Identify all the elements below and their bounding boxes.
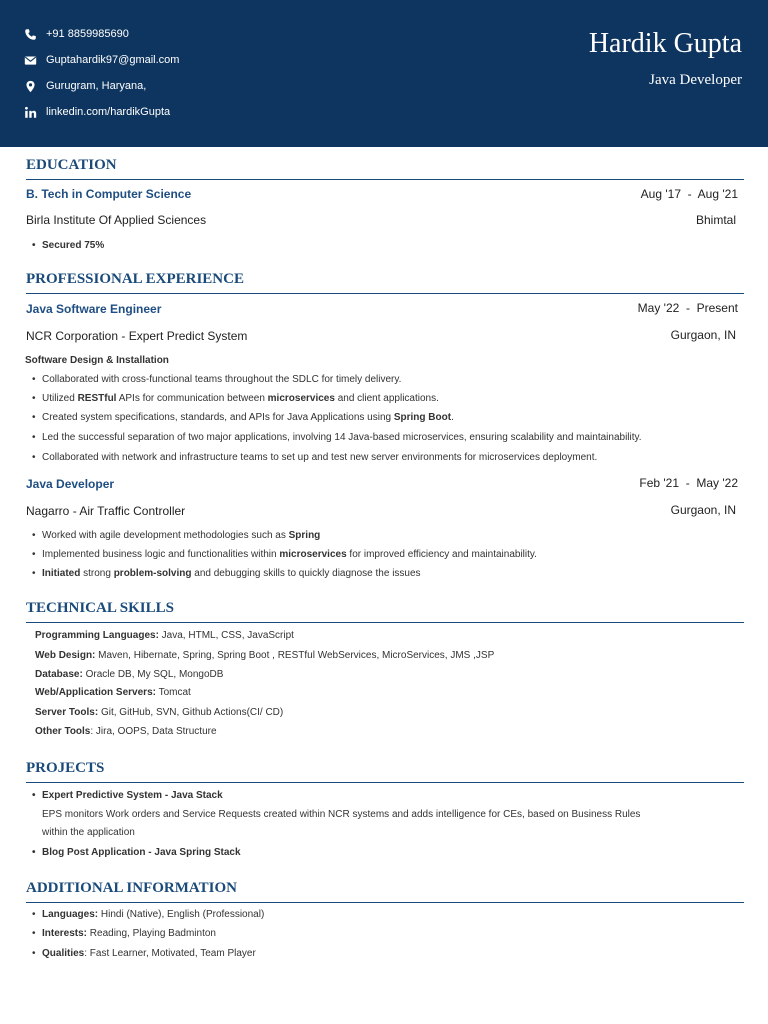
section-skills-title: TECHNICAL SKILLS (26, 599, 744, 623)
additional-languages: • Languages: Hindi (Native), English (Professional) (32, 909, 264, 920)
education-institute: Birla Institute Of Applied Sciences (26, 213, 207, 227)
skill-other-tools: Other Tools: Jira, OOPS, Data Structure (35, 726, 217, 737)
contact-linkedin[interactable] (24, 102, 170, 122)
education-place: Bhimtal (695, 213, 736, 227)
job1-bullet-4: • Led the successful separation of two major applications, involving 14 Java-based microservices, ensuring scalability and maintainability. (32, 432, 642, 443)
job2-location: Gurgaon, IN (670, 503, 736, 517)
job2-company: Nagarro - Air Traffic Controller (26, 504, 186, 518)
project-1-title: • Expert Predictive System - Java Stack (32, 790, 223, 801)
job1-bullet-3: • Created system specifications, standards, and APIs for Java Applications using Spring Boot. (32, 412, 454, 423)
linkedin-icon (24, 106, 37, 119)
job1-bullet-5: • Collaborated with network and infrastructure teams to set up and test new server environments for microservices deployment. (32, 452, 597, 463)
skill-programming-languages: Programming Languages: Java, HTML, CSS, JavaScript (35, 630, 294, 641)
mail-icon (24, 54, 37, 67)
candidate-name: Hardik Gupta (588, 28, 742, 59)
location-pin-icon (24, 80, 37, 93)
job1-location: Gurgaon, IN (670, 328, 736, 342)
job2-dates: Feb '21 - May '22 (639, 476, 738, 490)
contact-location (24, 76, 146, 96)
project-1-desc-line2: within the application (42, 827, 135, 838)
skill-database: Database: Oracle DB, My SQL, MongoDB (35, 669, 224, 680)
education-note: • Secured 75% (32, 240, 104, 251)
project-2-title: • Blog Post Application - Java Spring Stack (32, 847, 241, 858)
skill-web-servers: Web/Application Servers: Tomcat (35, 687, 191, 698)
contact-phone[interactable] (24, 24, 129, 44)
section-experience-title: PROFESSIONAL EXPERIENCE (26, 270, 744, 294)
job1-bullet-2: • Utilized RESTful APIs for communication between microservices and client applications. (32, 393, 439, 404)
job1-role: Java Software Engineer (26, 302, 162, 316)
contact-email[interactable] (24, 50, 179, 70)
email-text: Guptahardik97@gmail.com (46, 54, 180, 66)
candidate-role: Java Developer (649, 72, 742, 88)
job1-dates: May '22 - Present (637, 301, 738, 315)
section-education-title: EDUCATION (26, 156, 744, 180)
job2-role: Java Developer (26, 477, 115, 491)
skill-server-tools: Server Tools: Git, GitHub, SVN, Github Actions(CI/ CD) (35, 707, 284, 718)
additional-qualities: • Qualities: Fast Learner, Motivated, Team Player (32, 948, 256, 959)
phone-text: +91 8859985690 (46, 28, 129, 40)
linkedin-text: linkedin.com/hardikGupta (46, 106, 171, 118)
section-projects-title: PROJECTS (26, 759, 744, 783)
location-text: Gurugram, Haryana, (46, 80, 147, 92)
section-additional-title: ADDITIONAL INFORMATION (26, 879, 744, 903)
phone-icon (24, 28, 37, 41)
job1-subheading: Software Design & Installation (25, 355, 169, 366)
job2-bullet-1: • Worked with agile development methodologies such as Spring (32, 530, 320, 541)
job2-bullet-3: • Initiated strong problem-solving and debugging skills to quickly diagnose the issues (32, 568, 421, 579)
header-banner (0, 0, 768, 147)
job2-bullet-2: • Implemented business logic and functionalities within microservices for improved efficiency and maintainability. (32, 549, 537, 560)
project-1-desc-line1: EPS monitors Work orders and Service Requests created within NCR systems and adds intelligence for CEs, based on Business Rules (42, 809, 641, 820)
education-dates: Aug '17 - Aug '21 (640, 187, 738, 201)
job1-bullet-1: • Collaborated with cross-functional teams throughout the SDLC for timely delivery. (32, 374, 401, 385)
job1-company: NCR Corporation - Expert Predict System (26, 329, 248, 343)
additional-interests: • Interests: Reading, Playing Badminton (32, 928, 216, 939)
education-degree: B. Tech in Computer Science (26, 187, 192, 201)
skill-web-design: Web Design: Maven, Hibernate, Spring, Spring Boot , RESTful WebServices, MicroServices, JMS ,JSP (35, 650, 495, 661)
